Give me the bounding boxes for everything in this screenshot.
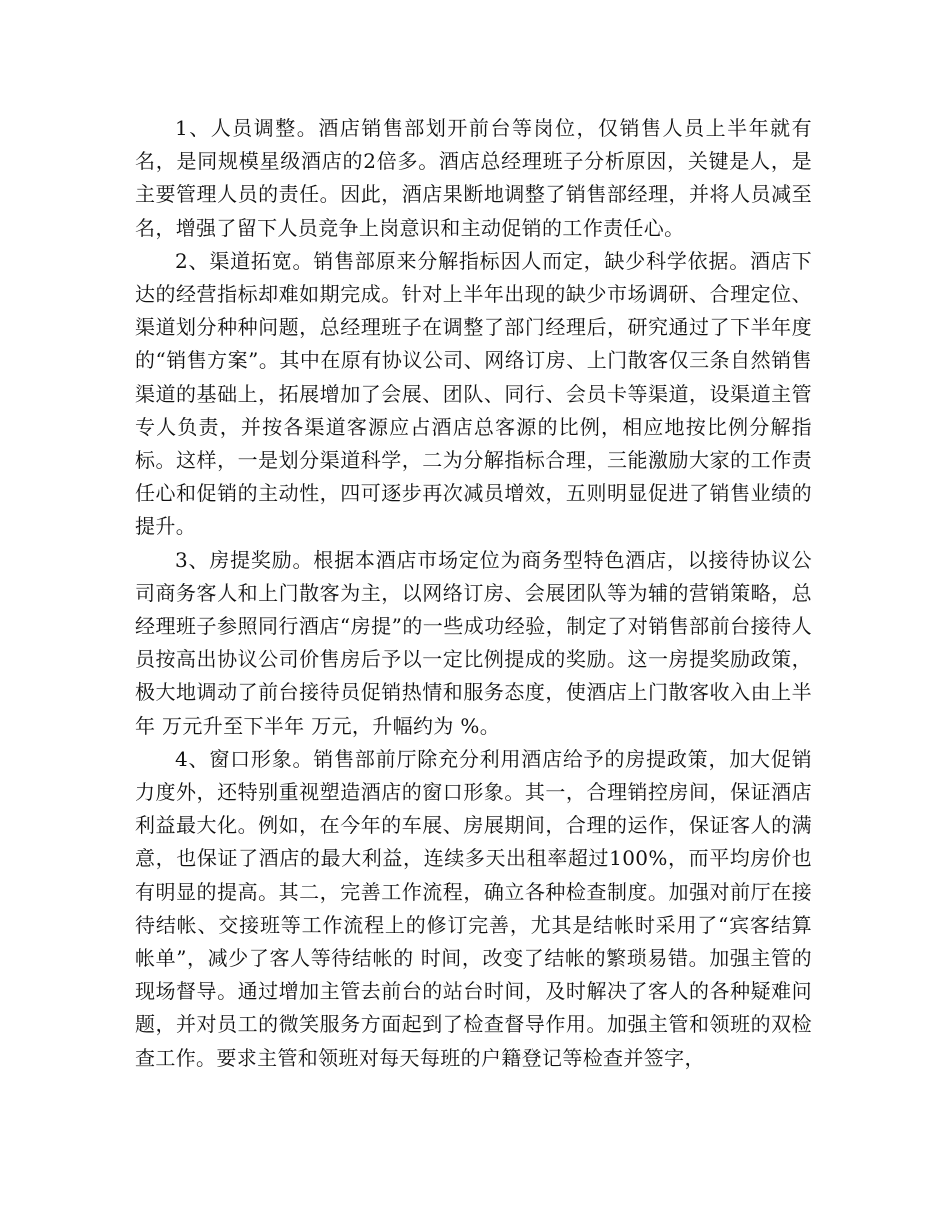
paragraph-staff-adjustment: 1、人员调整。酒店销售部划开前台等岗位，仅销售人员上半年就有 名，是同规模星级酒店的2倍多。酒店总经理班子分析原因，关键是人，是主要管理人员的责任。因此，酒店果断地调整了销售部经理，并将人员减至 名，增强了留下人员竞争上岗意识和主动促销的工作责任心。 <box>135 116 812 240</box>
paragraph-window-image: 4、窗口形象。销售部前厅除充分利用酒店给予的房提政策，加大促销力度外，还特别重视塑造酒店的窗口形象。其一，合理销控房间，保证酒店利益最大化。例如，在今年的车展、房展期间，合理的运作，保证客人的满意，也保证了酒店的最大利益，连续多天出租率超过100%，而平均房价也有明显的提高。其二，完善工作流程，确立各种检查制度。加强对前厅在接待结帐、交接班等工作流程上的修订完善，尤其是结帐时采用了“宾客结算帐单”，减少了客人等待结帐的 时间，改变了结帐的繁琐易错。加强主管的现场督导。通过增加主管去前台的站台时间，及时解决了客人的各种疑难问题，并对员工的微笑服务方面起到了检查督导作用。加强主管和领班的双检查工作。要求主管和领班对每天每班的户籍登记等检查并签字， <box>135 746 812 1070</box>
paragraph-channel-expansion: 2、渠道拓宽。销售部原来分解指标因人而定，缺少科学依据。酒店下达的经营指标却难如期完成。针对上半年出现的缺少市场调研、合理定位、渠道划分种种问题，总经理班子在调整了部门经理后，研究通过了下半年度的“销售方案”。其中在原有协议公司、网络订房、上门散客仅三条自然销售渠道的基础上，拓展增加了会展、团队、同行、会员卡等渠道，设渠道主管专人负责，并按各渠道客源应占酒店总客源的比例，相应地按比例分解指标。这样，一是划分渠道科学，二为分解指标合理，三能激励大家的工作责任心和促销的主动性，四可逐步再次减员增效，五则明显促进了销售业绩的提升。 <box>135 248 812 539</box>
paragraph-room-commission-reward: 3、房提奖励。根据本酒店市场定位为商务型特色酒店，以接待协议公司商务客人和上门散客为主，以网络订房、会展团队等为辅的营销策略，总经理班子参照同行酒店“房提”的一些成功经验，制定了对销售部前台接待人员按高出协议公司价售房后予以一定比例提成的奖励。这一房提奖励政策，极大地调动了前台接待员促销热情和服务态度，使酒店上门散客收入由上半年 万元升至下半年 万元，升幅约为 %。 <box>135 547 812 738</box>
